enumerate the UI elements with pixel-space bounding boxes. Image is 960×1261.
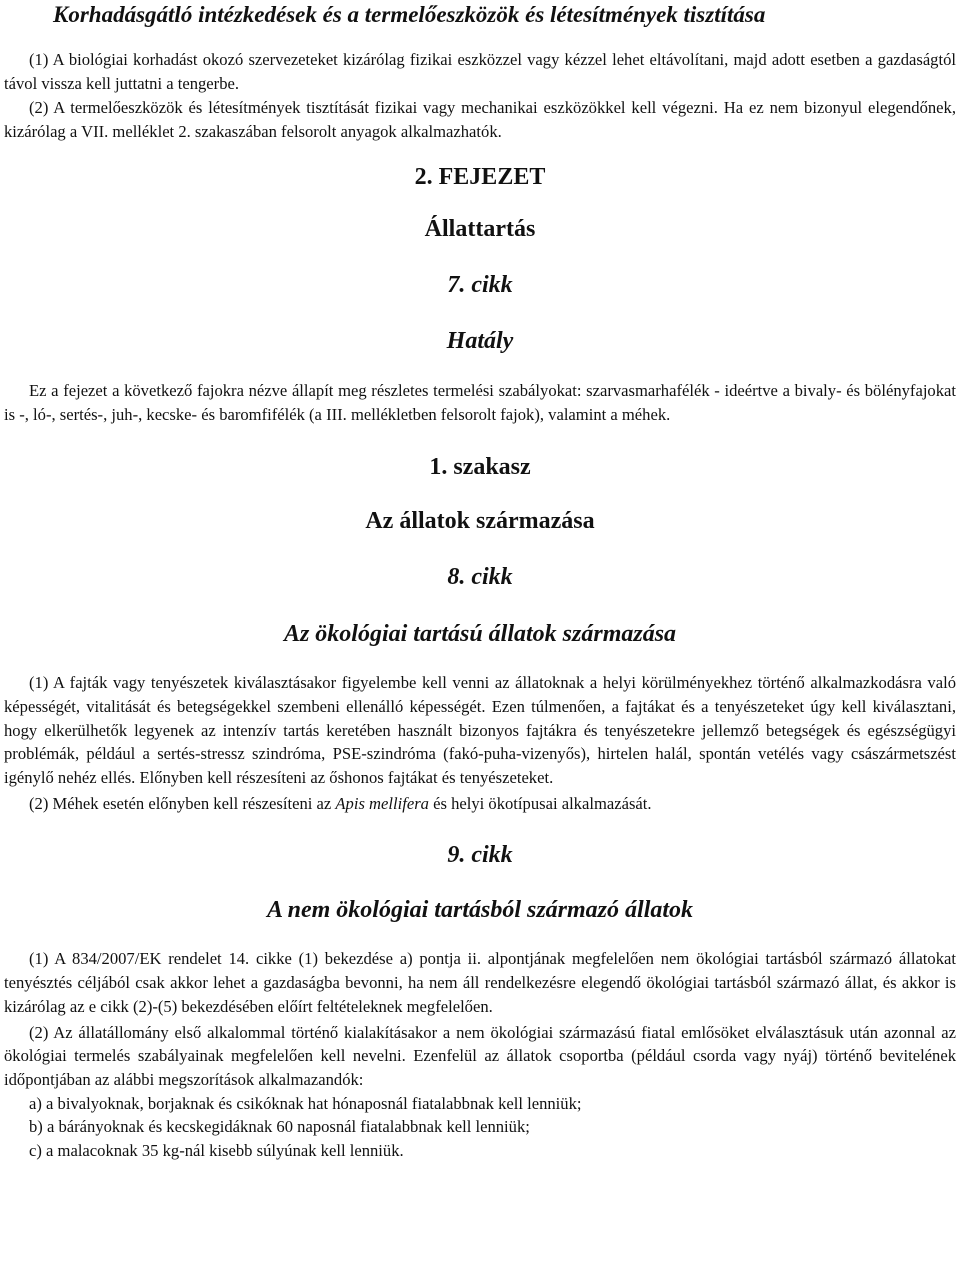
article-8-number: 8. cikk [447,564,513,591]
article-8-paragraph-1: (1) A fajták vagy tenyészetek kiválasztásakor figyelembe kell venni az állatoknak a helyi körülményekhez történő alkalmazkodásra való képességét, vitalitását és betegségekkel szembeni ellenálló képességét. Ezen túlmenően, a fajtákat és a tenyészeteket úgy kell kiválasztani, hogy elkerülhetők legyenek az intenzív tartás keretében használt bizonyos fajtákra és tenyészetekre jellemző betegségek és egészségügyi problémák, például a sertés-stressz szindróma, PSE-szindróma (fakó-puha-vizenyős), hirtelen halál, spontán vetélés vagy császármetszést igénylő nehéz ellés. Előnyben kell részesíteni az őshonos fajtákat és tenyészeteket. [4,673,956,788]
article-9-paragraph-1: (1) A 834/2007/EK rendelet 14. cikke (1) bekezdése a) pontja ii. alpontjának megfelelően nem ökológiai tartásból származó állatokat tenyésztés céljából csak akkor lehet a gazdaságba bevonni, ha nem áll rendelkezésre elegendő ökológiai tartásból származó állat, és akkor is kizárólag az e cikk (2)-(5) bekezdésében előírt feltételeknek megfelelően. [4,949,956,1016]
top-paragraphs [4,48,956,144]
paragraph-2: (2) A termelőeszközök és létesítmények tisztítását fizikai vagy mechanikai eszközökkel kell végezni. Ha ez nem bizonyul elegendőnek, kizárólag a VII. melléklet 2. szakaszában felsorolt anyagok alkalmazhatók. [4,98,956,142]
article-8-title: Az ökológiai tartású állatok származása [283,621,677,648]
list-item-b: b) a bárányoknak és kecskegidáknak 60 naposnál fiatalabbnak kell lenniük; [29,1117,530,1137]
species-name: Apis mellifera [335,793,429,813]
paragraph-1: (1) A biológiai korhadást okozó szervezeteket kizárólag fizikai eszközzel vagy kézzel lehet eltávolítani, majd adott esetben a gazdaságtól távol vissza kell juttatni a tengerbe. [4,50,956,93]
article-9-title: A nem ökológiai tartásból származó állatok [266,897,694,924]
article-7-body: Ez a fejezet a következő fajokra nézve állapít meg részletes termelési szabályokat: szarvasmarhafélék - ideértve a bivaly- és bölényfajokat is -, ló-, sertés-, juh-, kecske- és baromfifélék (a III. mellékletben felsorolt fajok), valamint a méhek. [4,380,956,424]
chapter-title: Állattartás [424,215,536,242]
document-page [0,1,960,1261]
list-item-c: c) a malacoknak 35 kg-nál kisebb súlyúnak kell lenniük. [29,1141,404,1161]
article-7-title: Hatály [446,327,514,354]
article-8-p2-before: (2) Méhek esetén előnyben kell részesíteni az [29,793,336,813]
chapter-number: 2. FEJEZET [414,163,546,190]
article-9-number: 9. cikk [447,842,513,869]
list-item-a: a) a bivalyoknak, borjaknak és csikóknak hat hónaposnál fiatalabbnak kell lenniük; [29,1093,582,1113]
section-heading: Korhadásgátló intézkedések és a termelőeszközök és létesítmények tisztítása [53,2,766,27]
section-1-number: 1. szakasz [429,454,531,481]
article-8-paragraph-2 [4,792,956,816]
article-8-p2-after: és helyi ökotípusai alkalmazását. [428,793,652,813]
section-1-title: Az állatok származása [365,508,595,535]
article-7-number: 7. cikk [447,271,513,298]
article-9-paragraph-2: (2) Az állatállomány első alkalommal történő kialakításakor a nem ökológiai származású fiatal emlősöket elválasztásuk után azonnal az ökológiai termelés szabályainak megfelelően kell nevelni. Ezenfelül az állatok csoportba (például csorda vagy nyáj) történő bevitelének időpontjában az alábbi megszorítások alkalmazandók: [4,1022,956,1089]
